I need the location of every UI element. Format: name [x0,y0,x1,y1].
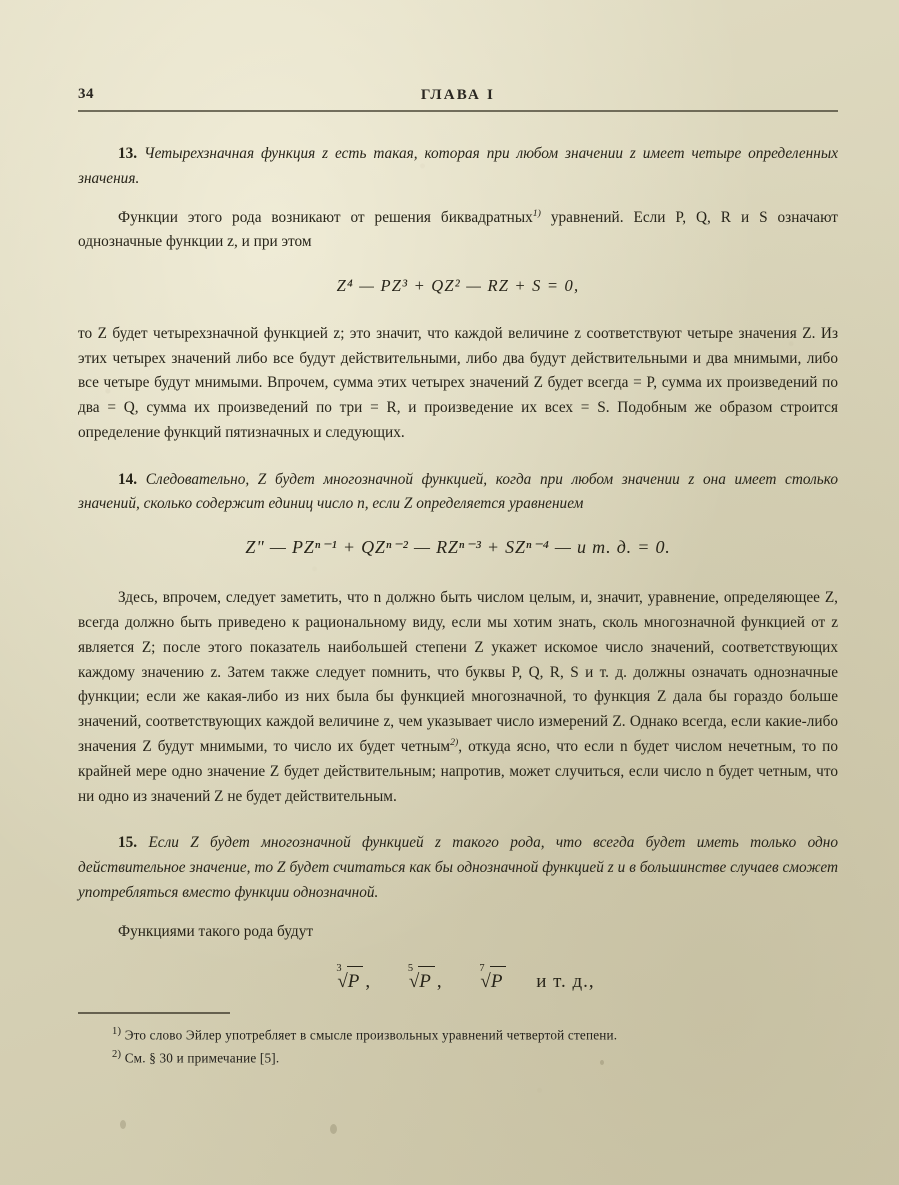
ink-speck [120,1120,126,1129]
section-15-statement-text: Если Z будет многозначной функцией z такого рода, что всегда будет иметь только одно действительное значение, то Z будет считаться как бы однозначной функцией z и в большинстве случаев сможет употребляться вместо функции однозначной. [78,834,838,901]
paragraph-13-body: то Z будет четырехзначной функцией z; это значит, что каждой величине z соответствуют четыре значения Z. Из этих четырех значений либо все будут действительными, либо два будут действительными и два мнимыми, либо все четыре будут мнимыми. Впрочем, сумма этих четырех значений Z будет всегда = P, сумма их произведений по два = Q, сумма их произведений по три = R, и произведение их всех = S. Подобным же образом строится определение функций пятизначных и следующих. [78,324,838,441]
page-content [78,86,838,1008]
footnote-2-marker: 2) [112,1049,122,1061]
formula-tail-text: и т. д., [536,971,595,993]
section-number-13: 13. [118,145,138,162]
section-14-body-end: , откуда ясно, что если n будет числом нечетным, то по крайней мере одно значение Z будет действительным; напротив, может случиться, если число n будет четным, что ни одно из значений Z не будет действительным. [78,738,838,805]
formula-general-degree-n: Z" — PZⁿ⁻¹ + QZⁿ⁻² — RZⁿ⁻³ + SZⁿ⁻⁴ — и т. д. = 0. [245,537,671,558]
running-head: ГЛАВА I [420,87,496,103]
paragraph-14-body [78,586,838,809]
paragraph-14-statement [78,468,838,518]
section-13-intro-b: уравнений. Если P, Q, R и S означают однозначные функции z, и при этом [78,208,838,251]
radical-cube-root: 3 √P , [337,966,371,998]
footnote-ref-2[interactable]: 2) [450,736,459,748]
page-header [78,86,838,112]
radical-index-3: 3 [336,963,343,975]
formula-radicals [78,963,838,998]
section-14-body-text: Здесь, впрочем, следует заметить, что n должно быть числом целым, и, значит, уравнение, определяющее Z, всегда должно быть приведено к рациональному виду, если мы хотим знать, сколь многозначной функцией от z является Z; после этого показатель наибольшей степени Z укажет искомое число значений, соответствующих каждому значению z. Затем также следует помнить, что буквы P, Q, R, S и т. д. должны означать однозначные функции; если же какая-либо из них была бы функцией многозначной, то функция Z дала бы гораздо больше значений, соответствующих каждой величине z, чем указывает число измерений Z. Однако всегда, если какие-либо значения Z будут мнимыми, то число их будет четным [78,589,838,756]
radical-radicand-1: P [347,966,364,998]
formula-biquadratic: Z⁴ — PZ³ + QZ² — RZ + S = 0, [336,276,580,296]
footnote-1 [78,1024,838,1045]
radical-fifth-root: 5 √P , [409,966,443,998]
footnote-ref-1[interactable]: 1) [532,207,541,219]
paragraph-13-statement [78,142,838,192]
radical-seventh-root: 7 √P [480,966,506,998]
section-number-14: 14. [118,470,138,488]
footnote-1-text: Это слово Эйлер употребляет в смысле произвольных уравнений четвертой степени. [124,1027,618,1043]
radical-index-7: 7 [479,963,486,975]
paragraph-15-body: Функциями такого рода будут [118,922,314,940]
radical-index-5: 5 [407,963,415,975]
radical-radicand-3: P [490,966,507,998]
section-13-statement-text: Четырехзначная функция z есть такая, которая при любом значении z имеет четыре определенных значения. [78,145,839,187]
footnote-separator-rule [78,1012,230,1014]
paragraph-13-intro [78,206,838,256]
footnote-2-text: См. § 30 и примечание [5]. [124,1050,280,1066]
footnote-2 [78,1047,838,1068]
page-body [78,142,838,998]
paragraph-15-statement [78,831,838,905]
radical-radicand-2: P [418,966,435,998]
section-14-statement-text: Следовательно, Z будет многозначной функцией, когда при любом значении z она имеет столько значений, сколько содержит единиц число n, если Z определяется уравнением [78,470,838,513]
section-13-intro-a: Функции этого рода возникают от решения биквадратных [118,208,533,226]
section-number-15: 15. [118,834,138,852]
header-rule [78,110,838,112]
page-number: 34 [78,86,94,102]
footnote-area [78,1012,838,1070]
ink-speck [330,1124,337,1134]
footnote-1-marker: 1) [112,1026,122,1037]
